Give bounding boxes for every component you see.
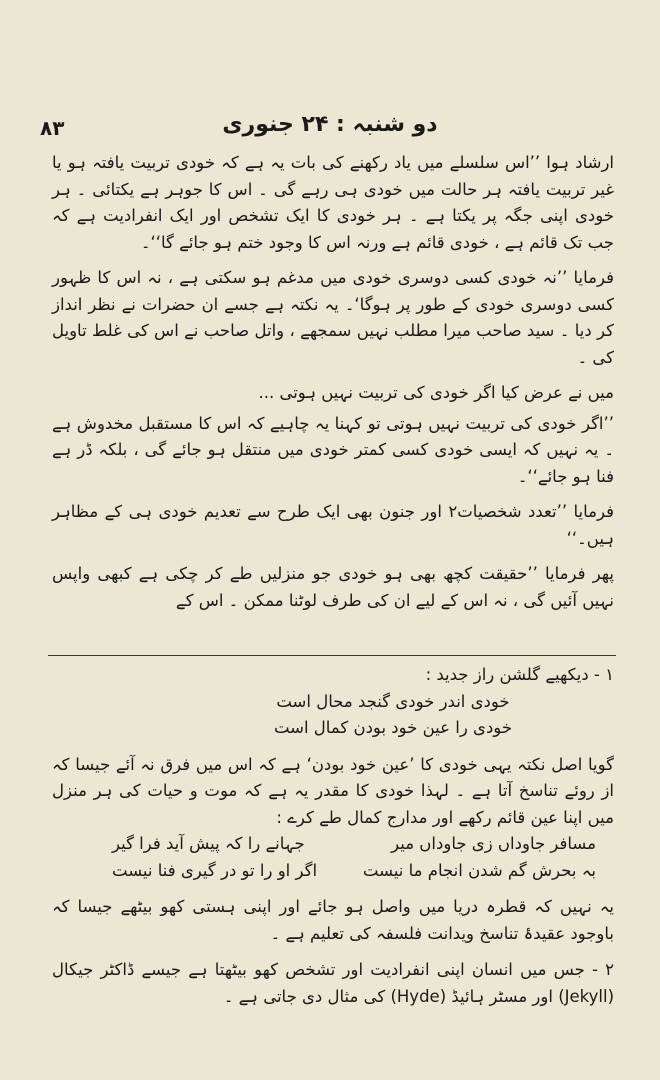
spacer: [52, 947, 614, 957]
spacer: [52, 884, 614, 894]
footnote-1-paragraph-2: یہ نہیں کہ قطرہ دریا میں واصل ہو جائے اور اپنی ہستی کھو بیٹھے جیسا کہ باوجود عقیدۂ تناسخ ویدانت فلسفہ کی تعلیم ہے ۔: [52, 897, 614, 943]
couplet: [52, 831, 614, 858]
page-number: ۸۳: [40, 116, 65, 140]
hemistich-left: جہانے را کہ پیش آید فرا گیر: [112, 834, 305, 853]
couplet: [52, 858, 614, 885]
verse-line: خودی را عین خود بودن کمال است: [273, 718, 513, 737]
paragraph: میں نے عرض کیا اگر خودی کی تربیت نہیں ہوتی ...: [258, 383, 614, 402]
verse-line: خودی اندر خودی گنجد محال است: [276, 691, 510, 711]
page-header: [40, 112, 620, 146]
hemistich-right: مسافر جاوداں زی جاوداں میر: [391, 834, 596, 853]
footnote-2: ۲ - جس میں انسان اپنی انفرادیت اور تشخص کھو بیٹھتا ہے جیسے ڈاکٹر جیکال (Jekyll) اور مسٹر ہائیڈ (Hyde) کی مثال دی جاتی ہے ۔: [52, 960, 614, 1006]
paragraph: ’’اگر خودی کی تربیت نہیں ہوتی تو کہنا یہ چاہیے کہ اس کا مستقبل مخدوش ہے ۔ یہ نہیں کہ ایسی خودی کسی کمتر خودی میں منتقل ہو جائے گی ، بلکہ ڈر ہے فنا ہو جائے‘‘۔: [52, 413, 614, 486]
running-title: دو شنبہ : ۲۴ جنوری: [222, 112, 438, 137]
hemistich-left: اگر او را تو در گیری فنا نیست: [112, 860, 318, 880]
paragraph: پھر فرمایا ’’حقیقت کچھ بھی ہو خودی جو منزلیں طے کر چکی ہے کبھی واپس نہیں آئیں گی ، نہ اس کے لیے ان کی طرف لوٹنا ممکن ۔ اس کے: [52, 564, 614, 610]
spacer: [52, 742, 614, 752]
footnote-1-paragraph: گویا اصل نکتہ یہی خودی کا ’عین خود بودن‘ ہے کہ اس میں فرق نہ آئے جیسا کہ از روئے تناسخ آتا ہے ۔ لہذا خودی کا مقدر یہ ہے کہ موت و حیات کی ہر منزل میں اپنا عین قائم رکھے اور مدارج کمال طے کرے :: [52, 754, 614, 827]
footnote-1-intro: ۱ - دیکھیے گلشن راز جدید :: [425, 665, 614, 684]
footnotes: [52, 662, 614, 1010]
hemistich-right: بہ بحرش گم شدن انجام ما نیست: [362, 860, 596, 880]
paragraph: ارشاد ہوا ’’اس سلسلے میں یاد رکھنے کی بات یہ ہے کہ خودی تربیت یافتہ ہو یا غیر تربیت یافتہ ہر حالت میں خودی ہی رہے گی ۔ اس کا جوہر ہے یکتائی ۔ ہر خودی اپنی جگہ پر یکتا ہے ۔ ہر خودی کا ایک تشخص اور ایک انفرادیت ہے کہ جب تک قائم ہے ، خودی قائم ہے ورنہ اس کا وجود ختم ہو جائے گا‘‘۔: [52, 153, 614, 252]
paragraph: فرمایا ’’نہ خودی کسی دوسری خودی میں مدغم ہو سکتی ہے ، نہ اس کا ظہور کسی دوسری خودی کے طور پر ہوگا‘۔ یہ نکتہ ہے جسے ان حضرات نے نظر انداز کر دیا ۔ سید صاحب میرا مطلب نہیں سمجھے ، واتل صاحب نے اس کی غلط تاویل کی ۔: [52, 268, 614, 367]
paragraph: فرمایا ’’تعدد شخصیات۲ اور جنون بھی ایک طرح سے تعدیم خودی ہی کے مظاہر ہیں۔‘‘: [52, 502, 615, 548]
main-text: [52, 150, 614, 623]
footnote-divider: [48, 655, 616, 656]
